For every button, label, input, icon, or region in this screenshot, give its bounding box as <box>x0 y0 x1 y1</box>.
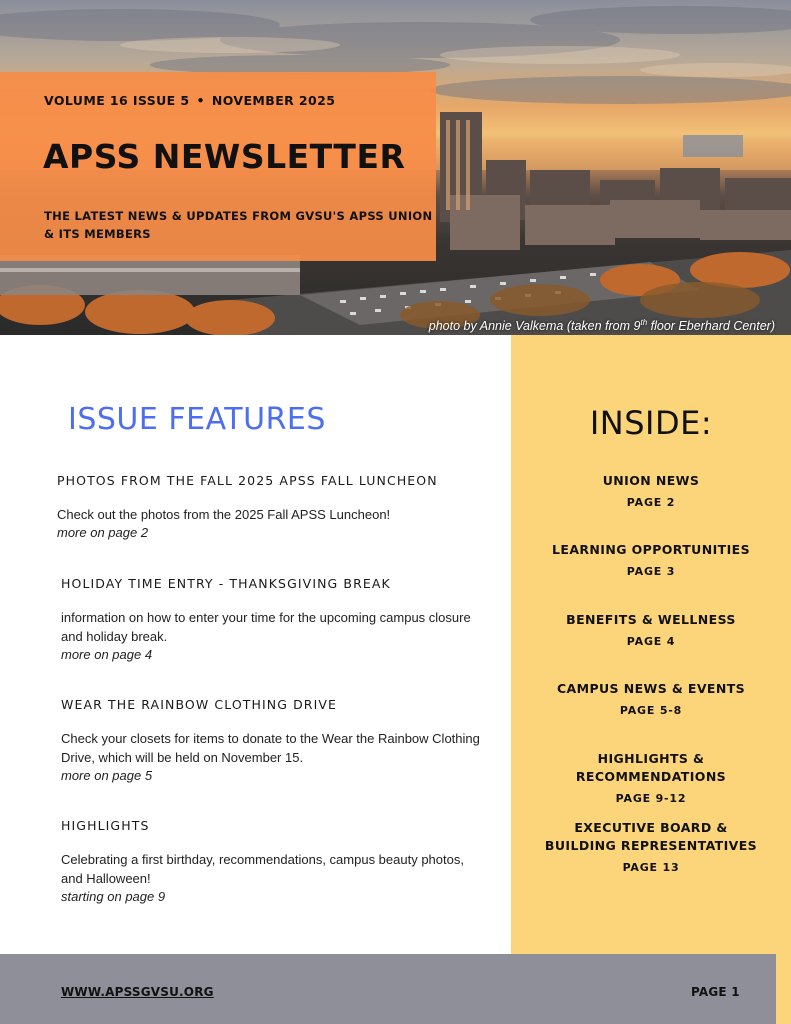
features-heading: ISSUE FEATURES <box>68 402 326 437</box>
feature-description: information on how to enter your time for the upcoming campus closure and holiday break. <box>61 610 471 644</box>
inside-item-learning[interactable] <box>521 541 781 578</box>
inside-item-label: UNION NEWS <box>602 473 700 488</box>
issue-date: NOVEMBER 2025 <box>211 93 336 108</box>
inside-item-executive-board[interactable] <box>541 819 761 874</box>
feature-item <box>61 818 481 906</box>
inside-item-label: EXECUTIVE BOARD & BUILDING REPRESENTATIVES <box>544 820 758 853</box>
inside-item-union-news[interactable] <box>521 472 781 509</box>
inside-item-page: PAGE 5-8 <box>619 704 683 717</box>
photo-credit: photo by Annie Valkema (taken from 9th floor Eberhard Center) <box>428 318 775 334</box>
feature-title: WEAR THE RAINBOW CLOTHING DRIVE <box>61 697 338 712</box>
separator: • <box>196 93 205 108</box>
inside-item-label: LEARNING OPPORTUNITIES <box>552 542 750 557</box>
inside-item-highlights[interactable] <box>521 750 781 805</box>
inside-item-benefits[interactable] <box>521 611 781 648</box>
feature-description: Celebrating a first birthday, recommendations, campus beauty photos, and Halloween! <box>61 852 464 886</box>
feature-item <box>61 697 481 785</box>
feature-page-ref: more on page 4 <box>61 647 153 662</box>
inside-item-label: BENEFITS & WELLNESS <box>566 612 736 627</box>
website-link[interactable]: WWW.APSSGVSU.ORG <box>61 985 214 999</box>
feature-description: Check your closets for items to donate to the Wear the Rainbow Clothing Drive, which will be held on November 15. <box>61 731 480 765</box>
issue-line <box>44 93 335 108</box>
page-number: PAGE 1 <box>691 985 740 999</box>
feature-title: HOLIDAY TIME ENTRY - THANKSGIVING BREAK <box>61 576 391 591</box>
feature-page-ref: more on page 2 <box>57 525 149 540</box>
feature-page-ref: more on page 5 <box>61 768 153 783</box>
inside-item-page: PAGE 9-12 <box>615 792 687 805</box>
inside-item-campus-news[interactable] <box>521 680 781 717</box>
feature-title: HIGHLIGHTS <box>61 818 150 833</box>
inside-heading: INSIDE: <box>589 404 713 442</box>
tagline: THE LATEST NEWS & UPDATES FROM GVSU'S APSS UNION & ITS MEMBERS <box>44 209 433 241</box>
feature-description: Check out the photos from the 2025 Fall APSS Luncheon! <box>57 507 391 522</box>
inside-item-page: PAGE 13 <box>622 861 680 874</box>
volume-issue: VOLUME 16 ISSUE 5 <box>44 93 190 108</box>
feature-item <box>57 473 477 542</box>
footer-accent-strip <box>776 954 791 1024</box>
inside-item-label: CAMPUS NEWS & EVENTS <box>556 681 746 696</box>
inside-item-page: PAGE 4 <box>626 635 676 648</box>
feature-item <box>61 576 481 664</box>
inside-item-label: HIGHLIGHTS & RECOMMENDATIONS <box>575 751 727 784</box>
feature-title: PHOTOS FROM THE FALL 2025 APSS FALL LUNCHEON <box>57 473 438 488</box>
inside-item-page: PAGE 2 <box>626 496 676 509</box>
inside-item-page: PAGE 3 <box>626 565 676 578</box>
feature-page-ref: starting on page 9 <box>61 889 166 904</box>
newsletter-title: APSS NEWSLETTER <box>43 137 406 176</box>
